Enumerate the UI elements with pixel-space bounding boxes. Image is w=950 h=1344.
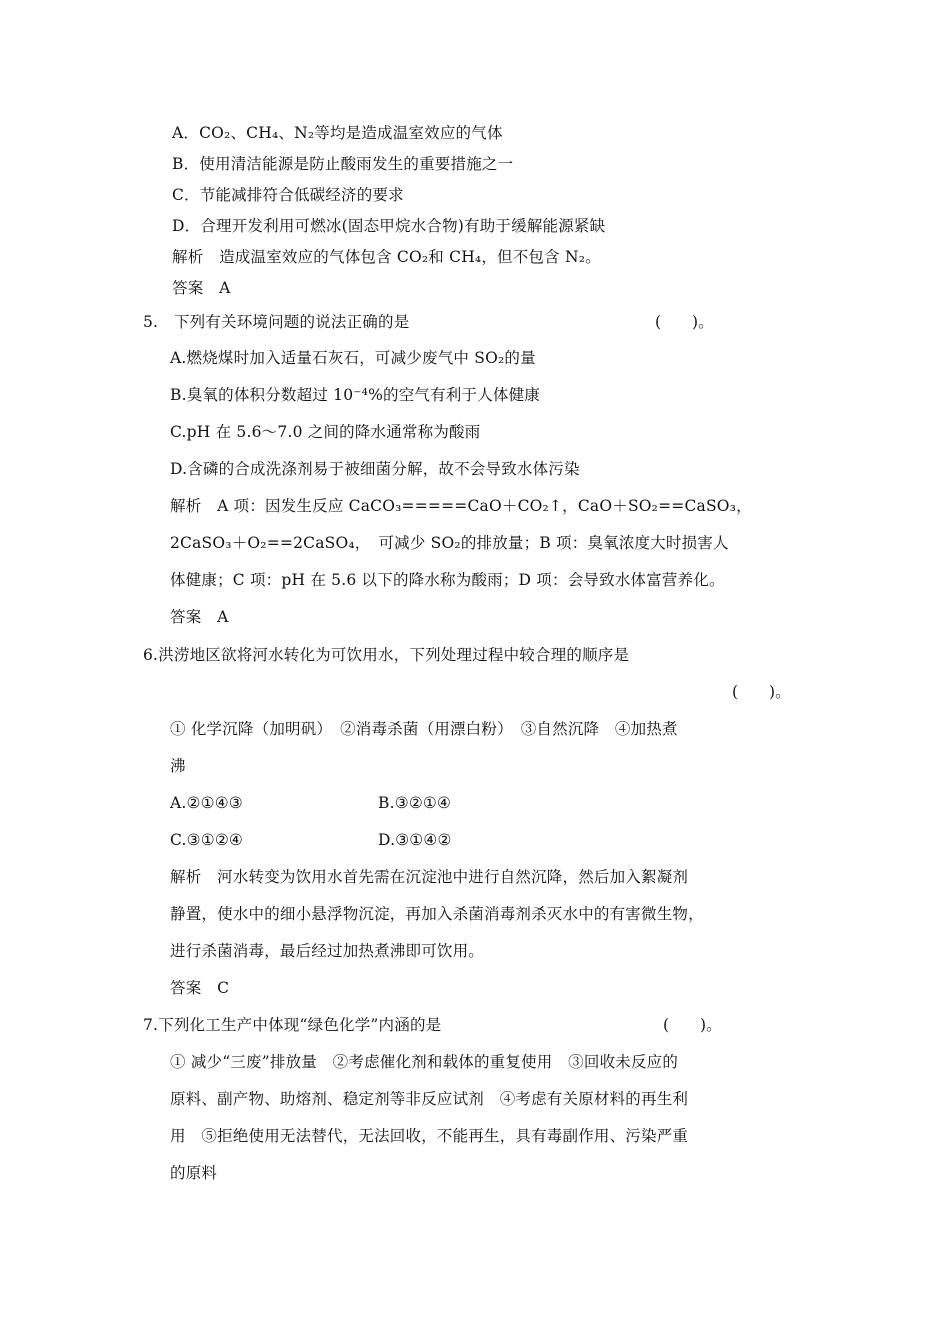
- q5-analysis-line-1: 解析 A 项：因发生反应 CaCO₃=====CaO＋CO₂↑，CaO＋SO₂==CaSO₃，: [170, 497, 752, 515]
- q5-answer-blank: ( )。: [655, 313, 714, 331]
- q6-stem: 6.洪涝地区欲将河水转化为可饮用水，下列处理过程中较合理的顺序是: [143, 646, 630, 664]
- q7-stem: 7.下列化工生产中体现“绿色化学”内涵的是: [143, 1016, 442, 1034]
- q5-analysis-line-3: 体健康；C 项：pH 在 5.6 以下的降水称为酸雨；D 项：会导致水体富营养化。: [170, 571, 725, 589]
- q4-answer: 答案 A: [172, 279, 231, 297]
- q6-option-b: B.③②①④: [378, 794, 452, 812]
- q5-analysis-line-2: 2CaSO₃＋O₂==2CaSO₄， 可减少 SO₂的排放量；B 项：臭氧浓度大时损害人: [170, 534, 729, 552]
- q6-answer-blank: ( )。: [732, 683, 791, 701]
- q4-option-c: C．节能减排符合低碳经济的要求: [172, 186, 404, 204]
- q6-answer: 答案 C: [170, 979, 230, 997]
- q4-option-d: D．合理开发利用可燃冰(固态甲烷水合物)有助于缓解能源紧缺: [172, 217, 606, 235]
- q7-items-line-3: 用 ⑤拒绝使用无法替代，无法回收，不能再生，具有毒副作用、污染严重: [170, 1127, 689, 1145]
- q5-option-d: D.含磷的合成洗涤剂易于被细菌分解，故不会导致水体污染: [170, 460, 580, 478]
- q4-analysis: 解析 造成温室效应的气体包含 CO₂和 CH₄，但不包含 N₂。: [172, 248, 601, 266]
- q7-items-line-4: 的原料: [170, 1164, 218, 1182]
- q4-option-b: B．使用清洁能源是防止酸雨发生的重要措施之一: [172, 155, 514, 173]
- q6-analysis-line-1: 解析 河水转变为饮用水首先需在沉淀池中进行自然沉降，然后加入絮凝剂: [170, 868, 689, 886]
- q5-stem: 5. 下列有关环境问题的说法正确的是: [143, 313, 410, 331]
- q6-analysis-line-2: 静置，使水中的细小悬浮物沉淀，再加入杀菌消毒剂杀灭水中的有害微生物，: [170, 905, 704, 923]
- q6-items-line-2: 沸: [170, 757, 186, 775]
- q6-option-c: C.③①②④: [170, 831, 244, 849]
- q5-answer: 答案 A: [170, 608, 229, 626]
- q6-option-d: D.③①④②: [378, 831, 452, 849]
- q4-option-a: A．CO₂、CH₄、N₂等均是造成温室效应的气体: [172, 124, 503, 142]
- q7-items-line-2: 原料、副产物、助熔剂、稳定剂等非反应试剂 ④考虑有关原材料的再生利: [170, 1090, 689, 1108]
- q6-analysis-line-3: 进行杀菌消毒，最后经过加热煮沸即可饮用。: [170, 942, 485, 960]
- q5-option-b: B.臭氧的体积分数超过 10⁻⁴%的空气有利于人体健康: [170, 386, 540, 404]
- q7-answer-blank: ( )。: [663, 1016, 722, 1034]
- q6-option-a: A.②①④③: [170, 794, 243, 812]
- q5-option-c: C.pH 在 5.6～7.0 之间的降水通常称为酸雨: [170, 423, 481, 441]
- q7-items-line-1: ① 减少“三废”排放量 ②考虑催化剂和载体的重复使用 ③回收未反应的: [170, 1053, 679, 1071]
- q5-option-a: A.燃烧煤时加入适量石灰石，可减少废气中 SO₂的量: [170, 349, 536, 367]
- q6-items-line-1: ① 化学沉降（加明矾） ②消毒杀菌（用漂白粉） ③自然沉降 ④加热煮: [170, 720, 678, 738]
